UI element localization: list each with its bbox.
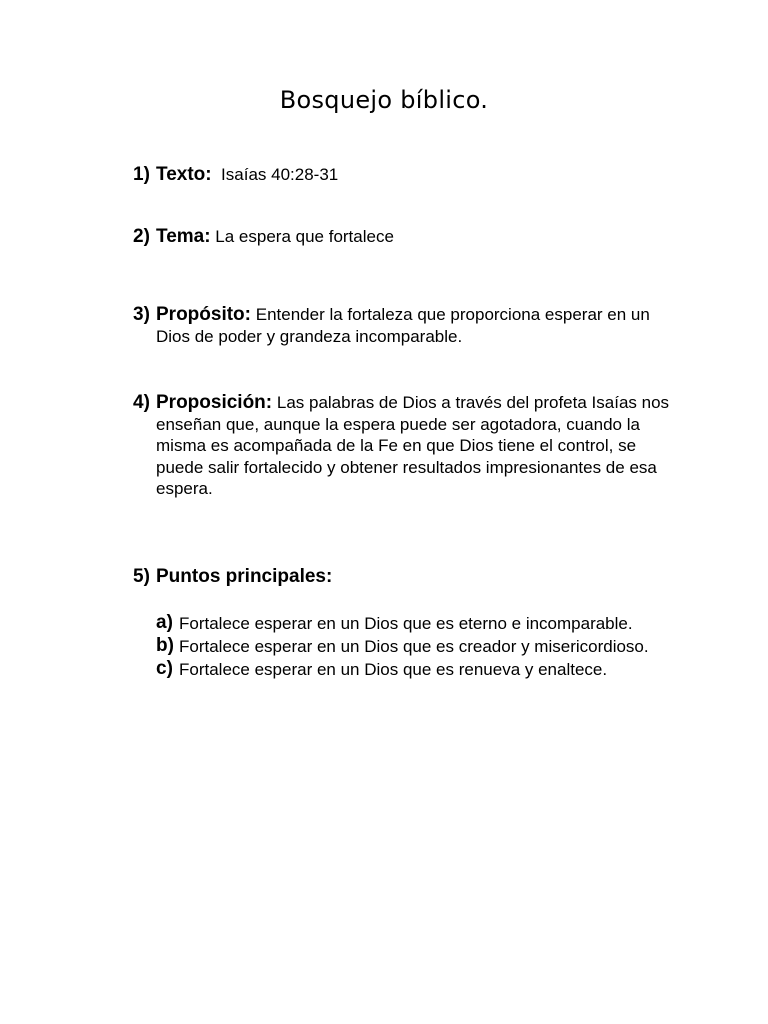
section-tema	[133, 226, 673, 248]
section-text: Isaías 40:28-31	[216, 165, 339, 184]
section-proposito	[133, 304, 673, 347]
list-item	[156, 636, 676, 658]
section-number: 5)	[133, 566, 150, 587]
list-item	[156, 613, 676, 635]
section-puntos-principales	[133, 566, 673, 588]
section-number: 4)	[133, 392, 150, 413]
section-heading: Tema:	[156, 226, 211, 247]
section-number: 2)	[133, 226, 150, 247]
point-letter: c)	[156, 658, 173, 679]
section-text: Entender la fortaleza que proporciona esperar en un Dios de poder y grandeza incomparable.	[156, 305, 650, 346]
section-heading: Proposición:	[156, 392, 273, 413]
section-text: Las palabras de Dios a través del profeta Isaías nos enseñan que, aunque la espera puede ser agotadora, cuando la misma es acompañada de la Fe en que Dios tiene el control, se puede salir fortalecido y obtener resultados impresionantes de esa espera.	[156, 393, 670, 498]
point-text: Fortalece esperar en un Dios que es renueva y enaltece.	[179, 660, 608, 679]
point-letter: b)	[156, 635, 174, 656]
point-text: Fortalece esperar en un Dios que es creador y misericordioso.	[179, 637, 649, 656]
section-heading: Puntos principales:	[156, 566, 333, 587]
section-number: 3)	[133, 304, 150, 325]
section-text: La espera que fortalece	[215, 227, 394, 246]
section-heading: Texto:	[156, 164, 212, 185]
document-title: Bosquejo bíblico.	[279, 86, 489, 114]
section-texto	[133, 164, 673, 186]
point-text: Fortalece esperar en un Dios que es eterno e incomparable.	[179, 614, 633, 633]
section-proposicion	[133, 392, 673, 500]
section-heading: Propósito:	[156, 304, 251, 325]
list-item	[156, 659, 676, 681]
main-points-list	[156, 613, 676, 682]
point-letter: a)	[156, 612, 173, 633]
section-number: 1)	[133, 164, 150, 185]
